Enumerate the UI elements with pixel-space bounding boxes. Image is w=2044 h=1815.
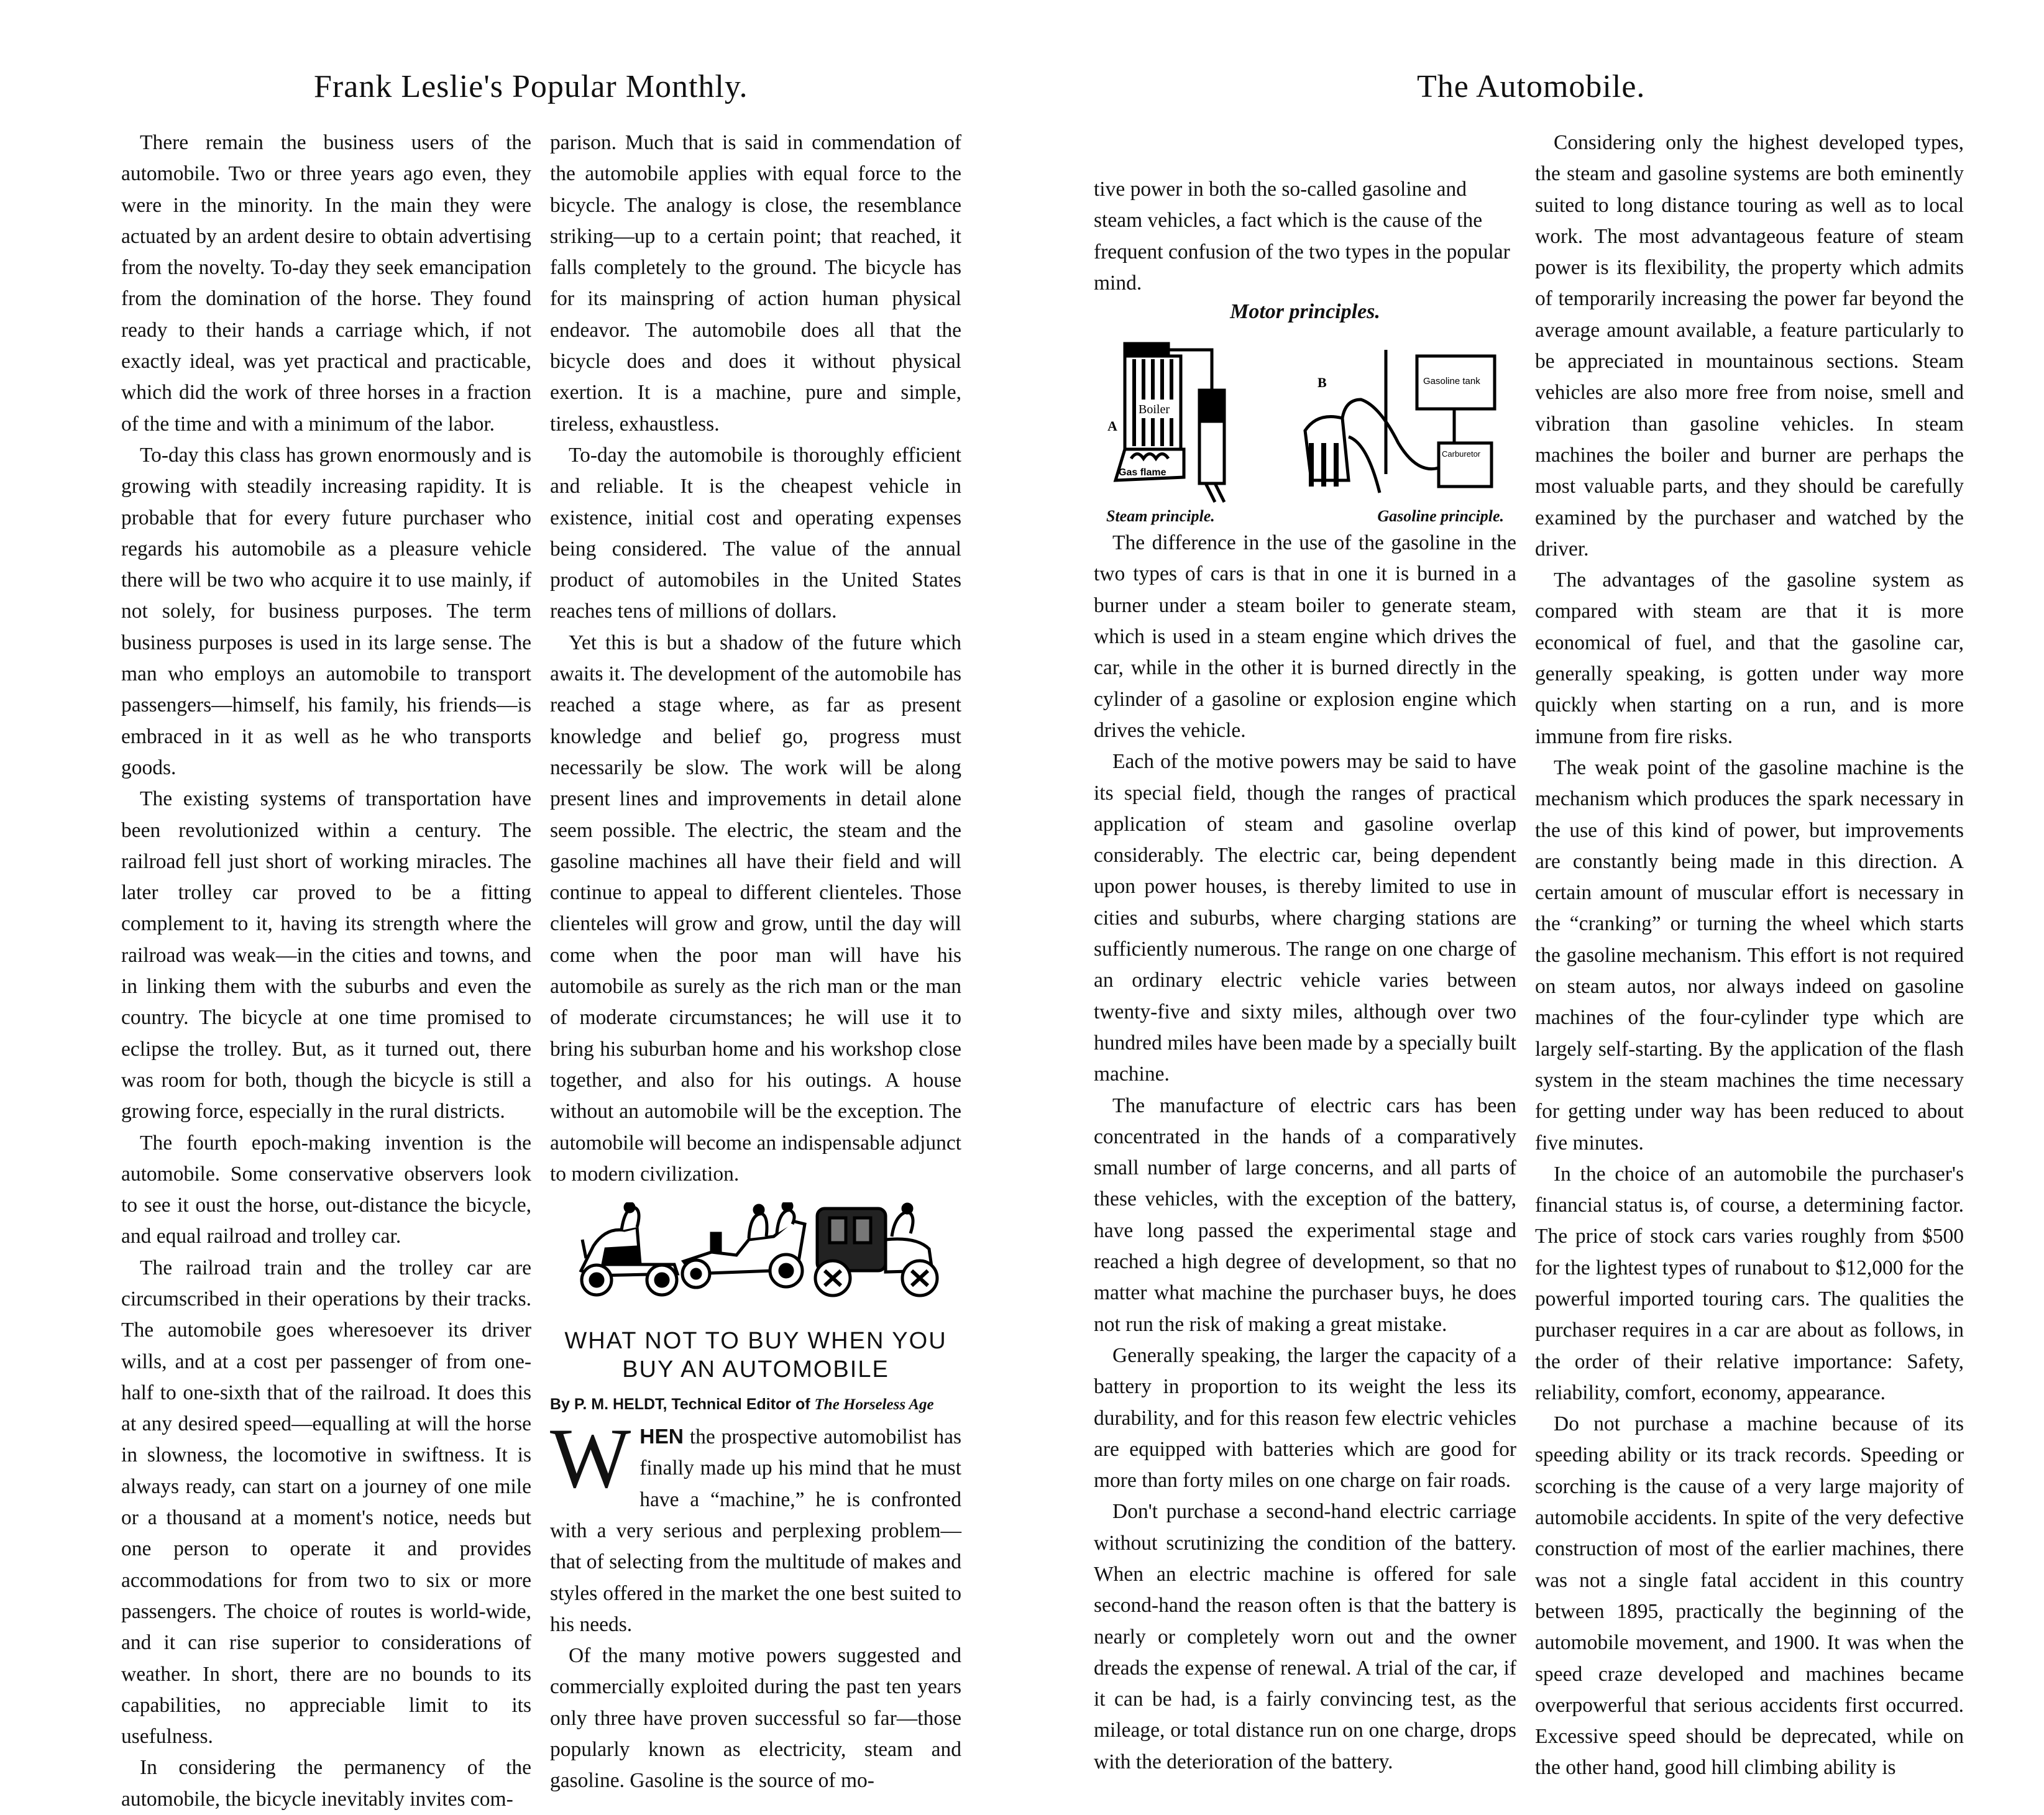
column-3 [1094,174,1516,1778]
drop-cap: W [550,1410,631,1506]
byline-author: By P. M. HELDT, Technical Editor of [550,1396,815,1414]
gasoline-engine-diagram [1299,350,1504,505]
running-head-right: The Automobile. [1417,69,1646,104]
motor-principles-figure [1094,299,1516,528]
figure-title: Motor principles. [1230,300,1380,324]
column-4 [1535,127,1964,1784]
runabout-car-icon [581,1203,677,1295]
article-title-line-2: BUY AN AUTOMOBILE [622,1356,889,1383]
paragraph: The advantages of the gasoline system as compared with steam are that it is more economical of fuel, and that the gasoline car, generally speaking, is gotten under way more quickly when starting on a run, and is more immune from fire risks. [1535,569,1964,748]
paragraph: The weak point of the gasoline machine is the mechanism which produces the spark necessary in the use of this kind of power, but improvements are constantly being made in this direction. A certain amount of muscular effort is necessary in the “cranking” or turning the wheel which starts the gasoline mechanism. This effort is not required on steam autos, nor always indeed on gasoline machines of the four-cylinder type which are largely self-starting. By the application of the flash system in the steam machines the time necessary for getting under way has been reduced to about five minutes. [1535,756,1964,1154]
paragraph: Each of the motive powers may be said to have its special field, though the ranges of practical application of steam and gasoline overlap considerably. The electric car, being dependent upon power houses, is thereby limited to use in cities and suburbs, where charging stations are sufficiently numerous. The range on one charge of an ordinary electric vehicle varies between twenty-five and sixty miles, although over two hundred miles have been made by a specially built machine. [1094,750,1516,1086]
svg-text:Gasoline tank: Gasoline tank [1423,376,1480,387]
paragraph: There remain the business users of the automobile. Two or three years ago even, they were in the minority. In the main they were actuated by an ardent desire to obtain advertising from the novelty. To-day they seek emancipation from the domination of the horse. They found ready to their hands a carriage which, if not exactly ideal, was yet practical and practicable, which did the work of three horses in a fraction of the time and with a minimum of the labor. [121,131,531,436]
paragraph-text: the prospective automobilist has finally made up his mind that he must have a “machine,” he is confronted with a very serious and perplexing problem—that of selecting from the multitude of makes and styles offered in the market the one best suited to his needs. [550,1425,961,1636]
svg-text:Carburetor: Carburetor [1442,449,1481,459]
automobiles-illustration [569,1202,954,1302]
article-title [550,1327,961,1384]
paragraph: Yet this is but a shadow of the future which awaits it. The development of the automobile has reached a stage where, as far as present knowledge and belief go, progress must necessarily be slow. The work will be along present lines and improvements in detail alone seem possible. The electric, the steam and the gasoline machines all have their field and will continue to appeal to different clienteles. Those clienteles will grow and grow, until the day will come when the poor man will have his automobile as surely as the rich man or the man of moderate circumstances; he will use it to bring his suburban home and his workshop close together, and also for his outings. A house without an automobile will be the exception. The automobile will become an indispensable adjunct to modern civilization. [550,631,961,1186]
article-first-paragraph [550,1410,961,1640]
paragraph: The existing systems of transportation have been revolutionized within a century. The railroad fell just short of working miracles. The later trolley car proved to be a fitting complement to it, having its strength where the railroad was weak—in the cities and towns, and in linking them with the suburbs and even the country. The bicycle at one time promised to eclipse the trolley. But, as it turned out, there was room for both, though the bicycle is still a growing force, especially in the rural districts. [121,787,531,1123]
running-head-left: Frank Leslie's Popular Monthly. [314,69,748,104]
paragraph: The railroad train and the trolley car are circumscribed in their operations by their tracks. The automobile goes wheresoever its driver wills, and at a cost per passenger of from one-half to one-sixth that of the railroad. It does this at any desired speed—equalling at will the horse in slowness, the locomotive in swiftness. It is always ready, can start on a journey of one mile or a thousand at a moment's notice, needs but one person to operate it and provides accommodations for from two to six or more passengers. The choice of routes is world-wide, and it can rise superior to considerations of weather. In short, there are no bounds to its capabilities, no appreciable limit to its usefulness. [121,1256,531,1749]
paragraph: The fourth epoch-making invention is the automobile. Some conservative observers look to see it oust the horse, out-distance the bicycle, and equal railroad and trolley car. [121,1131,531,1248]
paragraph: Do not purchase a machine because of its speeding ability or its track records. Speeding or scorching is the cause of a very large majority of automobile accidents. In spite of the very defective construction of most of the earlier machines, there was not a single fatal accident in this country between 1895, practically the beginning of the automobile movement, and 1900. It was when the speed craze developed and machines became overpowerful that serious accidents first occurred. Excessive speed should be deprecated, while on the other hand, good hill climbing ability is [1535,1412,1964,1780]
paragraph: In considering the permanency of the automobile, the bicycle inevitably invites com- [121,1756,531,1811]
svg-text:A: A [1107,418,1117,434]
svg-text:Boiler: Boiler [1139,403,1170,417]
coupe-car-icon [815,1204,937,1296]
svg-text:B: B [1318,375,1327,391]
paragraph: parison. Much that is said in commendation of the automobile applies with equal force to the bicycle. The analogy is close, the resemblance striking—up to a certain point; that reached, it falls completely to the ground. The bicycle has for its mainspring of action human physical endeavor. The automobile does all that the bicycle does and does it without physical exertion. It is a machine, pure and simple, tireless, exhaustless. [550,131,961,436]
steam-engine-diagram [1106,331,1262,505]
figure-caption-gasoline: Gasoline principle. [1377,507,1504,526]
paragraph: Generally speaking, the larger the capacity of a battery in proportion to its weight the less its durability, and for this reason few electric vehicles are equipped with batteries which are good for more than forty miles on one charge on fair roads. [1094,1343,1516,1493]
paragraph: In the choice of an automobile the purchaser's financial status is, of course, a determining factor. The price of stock cars varies roughly from $500 for the lightest types of runabout to $12,000 for the powerful imported touring cars. The qualities the purchaser requires in a car are about as follows, in the order of their relative importance: Safety, reliability, comfort, economy, appearance. [1535,1162,1964,1404]
article-title-line-1: WHAT NOT TO BUY WHEN YOU [564,1328,947,1355]
paragraph: Don't purchase a second-hand electric carriage without scrutinizing the condition of the battery. When an electric machine is offered for sale second-hand the reason often is that the battery is nearly or completely worn out and the owner dreads the expense of renewal. A trial of the car, if it can be had, is a fairly convincing test, as the mileage, or total distance run on one charge, drops with the deterioration of the battery. [1094,1500,1516,1773]
paragraph: To-day the automobile is thoroughly efficient and reliable. It is the cheapest vehicle in existence, initial cost and operating expenses being considered. The value of the annual product of automobiles in the United States reaches tens of millions of dollars. [550,443,961,623]
paragraph: The manufacture of electric cars has been concentrated in the hands of a comparatively small number of large concerns, and all parts of these vehicles, with the exception of the battery, have long passed the experimental stage and reached a high degree of development, so that no matter what machine the purchaser buys, he does not run the risk of making a great mistake. [1094,1094,1516,1336]
lead-word: HEN [639,1425,684,1449]
touring-car-icon [682,1202,805,1287]
column-1 [121,127,531,1815]
figure-caption-steam: Steam principle. [1106,507,1215,526]
paragraph: tive power in both the so-called gasoline and steam vehicles, a fact which is the cause of the frequent confusion of the two types in the popular mind. [1094,178,1510,295]
column-2 [550,127,961,1797]
paragraph: The difference in the use of the gasoline in the two types of cars is that in one it is burned in a burner under a steam boiler to generate steam, which is used in a steam engine which drives the car, while in the other it is burned directly in the cylinder of a gasoline or explosion engine which drives the vehicle. [1094,531,1516,742]
svg-text:Gas flame: Gas flame [1119,467,1166,478]
paragraph: Of the many motive powers suggested and commercially exploited during the past ten years only three have proven successful so far—those popularly known as electricity, steam and gasoline. Gasoline is the source of mo- [550,1644,961,1793]
paragraph: To-day this class has grown enormously and is growing with steadily increasing rapidity. It is probable that for every future purchaser who regards his automobile as a pleasure vehicle there will be two who acquire it to use mainly, if not solely, for business purposes. The term business purposes is used in its large sense. The man who employs an automobile to transport passengers—himself, his family, his friends—is embraced in it as well as he who transports goods. [121,443,531,779]
byline [550,1394,961,1415]
paragraph: Considering only the highest developed types, the steam and gasoline systems are both eminently suited to long distance touring as well as to local work. The most advantageous feature of steam power is its flexibility, the property which admits of temporarily increasing the power far beyond the average amount available, a feature particularly to be appreciated in mountainous sections. Steam vehicles are also more free from noise, smell and vibration than gasoline vehicles. In steam machines the boiler and burner are perhaps the most valuable parts, and they should be carefully examined by the purchaser and watched by the driver. [1535,131,1964,560]
byline-publication: The Horseless Age [814,1396,934,1414]
